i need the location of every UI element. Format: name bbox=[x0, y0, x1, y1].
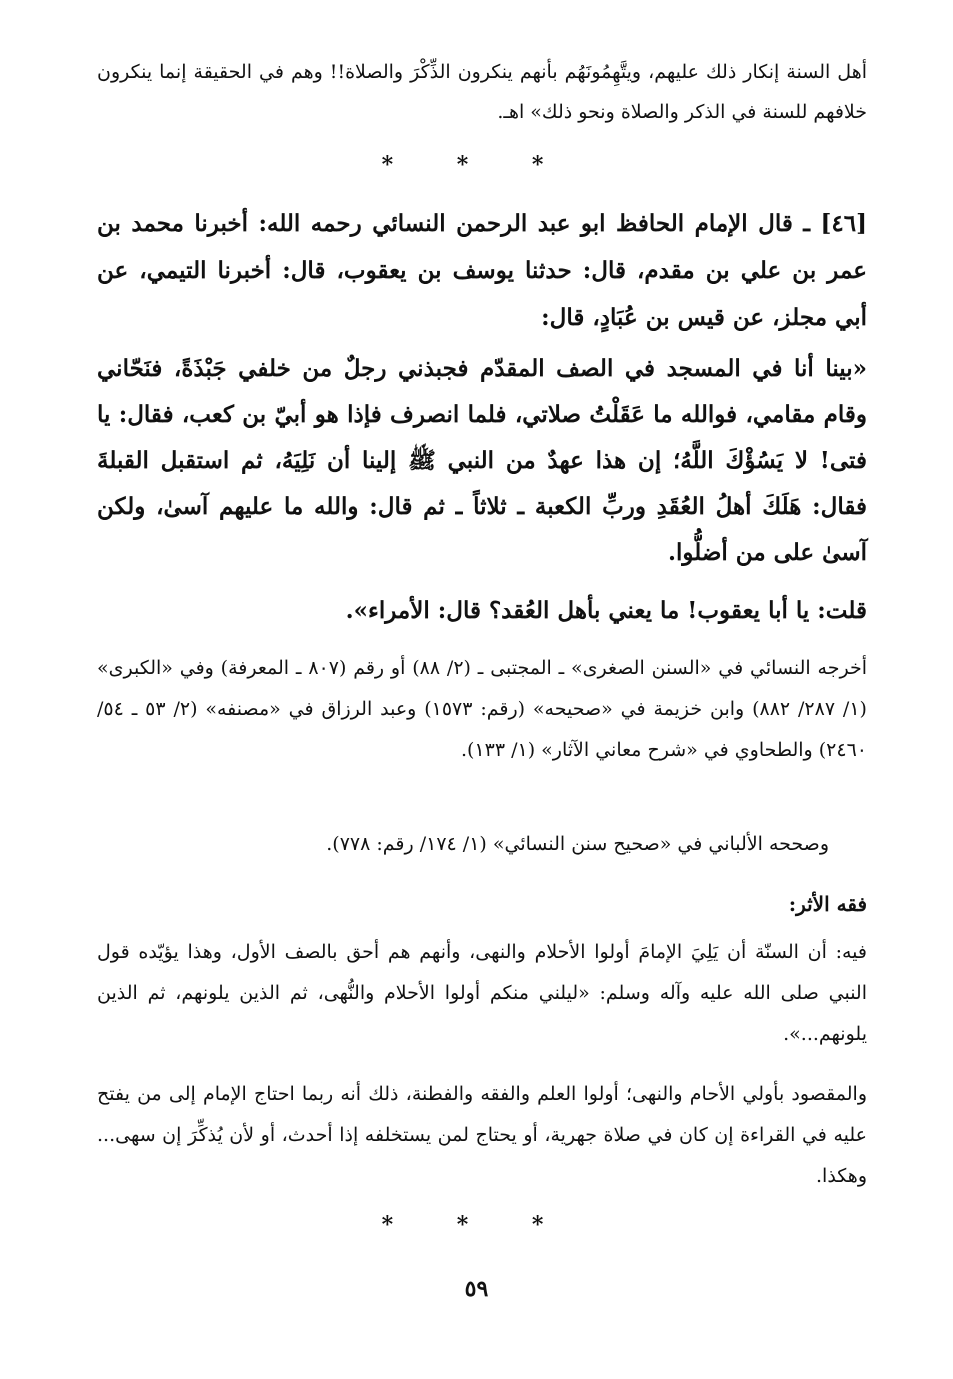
section-separator: * * * bbox=[381, 152, 572, 178]
fiqh-heading: فقه الأثر: bbox=[788, 892, 867, 916]
hadith-question-answer: قلت: يا أبا يعقوب! ما يعني بأهل العُقد؟ قال: الأمراء». bbox=[345, 597, 867, 624]
fiqh-paragraph-2: والمقصود بأولي الأحام والنهى؛ أولوا العلم والفقه والفطنة، ذلك أنه ربما احتاج الإمام إلى من يفتح عليه في القراءة إن كان في صلاة جهرية، أو يحتاج لمن يستخلفه إذا أحدث، أو لأن يُذكِّرَ إن سهى... وهكذا. bbox=[97, 1083, 867, 1187]
intro-paragraph: أهل السنة إنكار ذلك عليهم، ويتَّهِمُونَهُم بأنهم ينكرون الذِّكْرَ والصلاة!! وهم في الحقيقة إنما ينكرون خلافهم للسنة في الذكر والصلاة ونحو ذلك» اهـ. bbox=[97, 61, 867, 123]
hadith-matn: «بينا أنا في المسجد في الصف المقدّم فجبذني رجلٌ من خلفي جَبْذَةً، فنَحّاني وقام مقامي، فوالله ما عَقَلْتُ صلاتي، فلما انصرف فإذا هو أبيّ بن كعب، فقال: يا فتى! لا يَسُؤْكَ اللَّهُ؛ إن هذا عهدٌ من النبي ﷺ إلينا أن نَلِيَهُ، ثم استقبل القبلةَ فقال: هَلَكَ أهلُ العُقَدِ وربِّ الكعبة ـ ثلاثاً ـ ثم قال: والله ما عليهم آسىٰ، ولكن آسىٰ على من أضلُّوا. bbox=[97, 355, 867, 566]
fiqh-paragraph-1: فيه: أن السنّة أن يَلِيَ الإمامَ أولوا الأحلام والنهى، وأنهم هم أحق بالصف الأول، وهذا يؤيّده قول النبي صلى الله عليه وآله وسلم: «ليلني منكم أولوا الأحلام والنُّهى، ثم الذين يلونهم، ثم الذين يلونهم...». bbox=[97, 941, 867, 1045]
section-separator-end: * * * bbox=[381, 1212, 572, 1238]
tashih-paragraph: وصححه الألباني في «صحيح سنن النسائي» (١/ ١٧٤/ رقم: ٧٧٨). bbox=[326, 833, 829, 855]
takhrij-paragraph: أخرجه النسائي في «السنن الصغرى» ـ المجتبى ـ (٢/ ٨٨) أو رقم (٨٠٧ ـ المعرفة) وفي «الكبرى» (١/ ٢٨٧/ ٨٨٢) وابن خزيمة في «صحيحه» (رقم: ١٥٧٣) وعبد الرزاق في «مصنفه» (٢/ ٥٣ ـ ٥٤/ ٢٤٦٠) والطحاوي في «شرح معاني الآثار» (١/ ١٣٣). bbox=[97, 657, 867, 761]
page-number: ٥٩ bbox=[464, 1276, 489, 1302]
hadith-isnad-header: [٤٦] ـ قال الإمام الحافظ ابو عبد الرحمن النسائي رحمه الله: أخبرنا محمد بن عمر بن علي بن مقدم، قال: حدثنا يوسف بن يعقوب، قال: أخبرنا التيمي، عن أبي مجلز، عن قيس بن عُبَادٍ، قال: bbox=[97, 210, 867, 331]
